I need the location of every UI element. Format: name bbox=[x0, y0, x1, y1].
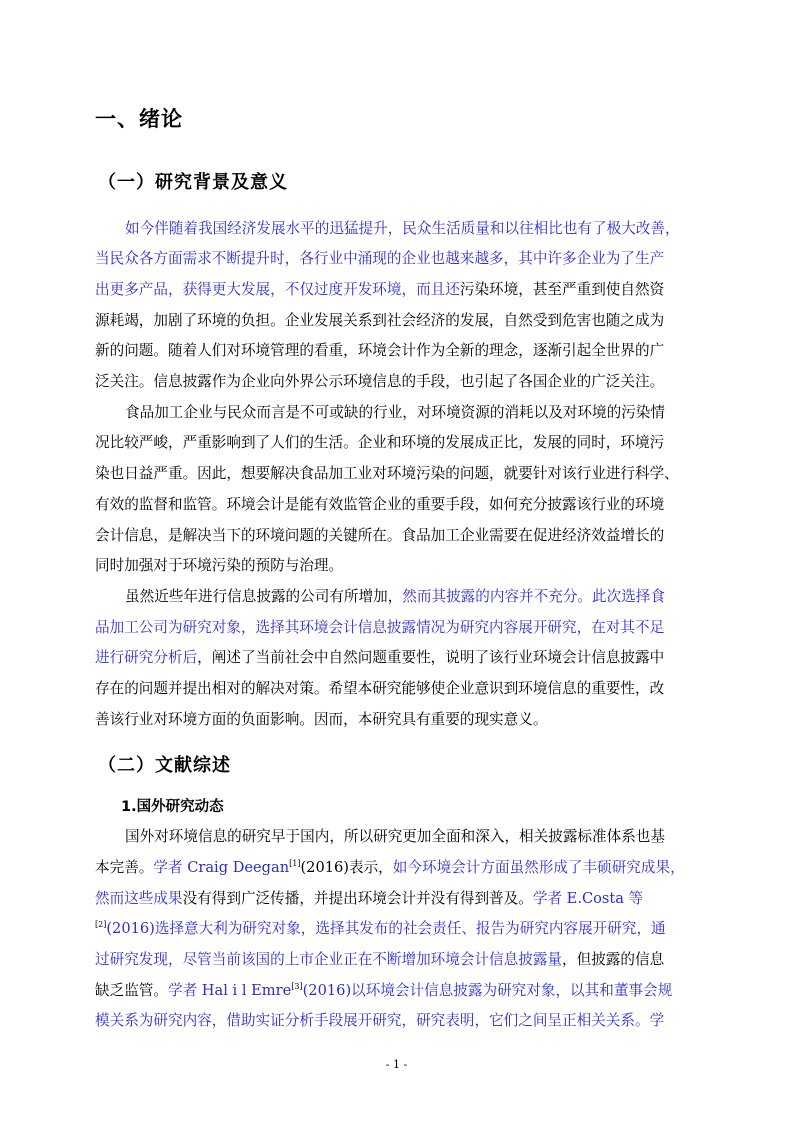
text-span: 没有得到广泛传播，并提出环境会计并没有得到普及。 bbox=[182, 890, 533, 907]
citation-marker: [3] bbox=[291, 982, 303, 992]
text-span: 会计信息，是解决当下的环境问题的关键所在。食品加工企业需要在促进经济效益增长的 bbox=[95, 527, 665, 544]
text-line bbox=[95, 919, 715, 939]
text-line bbox=[95, 280, 715, 300]
text-line bbox=[95, 556, 343, 576]
text-span: 本完善。 bbox=[95, 859, 154, 876]
text-span: 缺乏监管。 bbox=[95, 982, 168, 999]
text-span: 泛关注。信息披露作为企业向外界公示环境信息的手段，也引起了各国企业的广泛关注。 bbox=[95, 373, 665, 390]
text-span: 如今环境会计方面虽然形成了丰硕研究成果， bbox=[392, 859, 685, 876]
text-line bbox=[125, 219, 715, 239]
text-span: 染也日益严重。因此，想要解决食品加工业对环境污染的问题，就要针对该行业进行科学、 bbox=[95, 465, 679, 482]
text-span: 然而这些成果 bbox=[95, 890, 183, 907]
text-line bbox=[125, 587, 715, 607]
text-span: 进行研究分析后 bbox=[95, 649, 198, 666]
text-span: 食品加工企业与民众而言是不可或缺的行业，对环境资源的消耗以及对环境的污染情 bbox=[125, 404, 665, 421]
citation-marker: [2] bbox=[95, 920, 107, 930]
text-span: 有效的监督和监管。环境会计是能有效监管企业的重要手段，如何充分披露该行业的环境 bbox=[95, 496, 665, 513]
text-span: 学者 Craig Deegan bbox=[153, 859, 290, 876]
text-line bbox=[125, 403, 715, 423]
text-span: 新的问题。随着人们对环境管理的看重，环境会计作为全新的理念，逐渐引起全世界的广 bbox=[95, 342, 665, 359]
text-line bbox=[95, 249, 715, 269]
text-span: 品加工公司为研究对象，选择其环境会计信息披露情况为研究内容展开研究，在对其不足 bbox=[95, 619, 665, 636]
text-span: 模关系为研究内容，借助实证分析手段展开研究，研究表明，它们之间呈正相关关系。学 bbox=[95, 1012, 665, 1029]
text-span: (2016)表示， bbox=[300, 859, 393, 876]
text-span: (2016)选择意大利为研究对象，选择其发布的社会责任、报告为研究内容展开研究，通 bbox=[106, 920, 666, 937]
section-heading-background: （一）研究背景及意义 bbox=[98, 172, 288, 193]
text-span: 源耗竭，加剧了环境的负担。企业发展关系到社会经济的发展，自然受到危害也随之成为 bbox=[95, 312, 665, 329]
text-line bbox=[95, 950, 715, 970]
text-line bbox=[95, 858, 715, 878]
page-number: - 1 - bbox=[385, 1058, 408, 1071]
text-line bbox=[95, 710, 547, 730]
text-line bbox=[95, 495, 715, 515]
text-span: 国外对环境信息的研究早于国内，所以研究更加全面和深入，相关披露标准体系也基 bbox=[125, 828, 665, 845]
text-span: 如今伴随着我国经济发展水平的迅猛提升，民众生活质量和以往相比也有了极大改善， bbox=[125, 220, 680, 237]
text-line bbox=[95, 341, 715, 361]
text-span: (2016)以环境会计信息披露为研究对象，以其和董事会规 bbox=[302, 982, 673, 999]
text-span: 况比较严峻，严重影响到了人们的生活。企业和环境的发展成正比，发展的同时，环境污 bbox=[95, 434, 665, 451]
text-line bbox=[95, 679, 715, 699]
text-line bbox=[95, 372, 664, 392]
text-span: 学者 E.Costa 等 bbox=[532, 890, 644, 907]
text-span: 善该行业对环境方面的负面影响。因而，本研究具有重要的现实意义。 bbox=[95, 711, 548, 728]
subsection-heading-foreign: 1.国外研究动态 bbox=[121, 799, 224, 815]
text-span: 过研究发现，尽管当前该国的上市企业正在不断增加环境会计信息披露量 bbox=[95, 951, 563, 968]
text-span: 存在的问题并提出相对的解决对策。希望本研究能够使企业意识到环境信息的重要性，改 bbox=[95, 680, 665, 697]
text-span: 污染环境，甚至严重到使自然资 bbox=[459, 281, 665, 298]
text-span: 虽然近些年进行信息披露的公司有所增加， bbox=[125, 588, 403, 605]
text-line bbox=[95, 464, 715, 484]
text-span: ，但披露的信息 bbox=[562, 951, 665, 968]
text-span: ，阐述了当前社会中自然问题重要性，说明了该行业环境会计信息披露中 bbox=[197, 649, 665, 666]
text-line bbox=[95, 889, 715, 909]
text-span: 然而其披露的内容并不充分。此次选择食 bbox=[402, 588, 665, 605]
text-line bbox=[125, 827, 715, 847]
text-line bbox=[95, 311, 715, 331]
text-line bbox=[95, 981, 715, 1001]
text-line bbox=[95, 433, 715, 453]
text-span: 出更多产品，获得更大发展，不仅过度开发环境，而且还 bbox=[95, 281, 460, 298]
text-span: 同时加强对于环境污染的预防与治理。 bbox=[95, 557, 344, 574]
text-line bbox=[95, 526, 715, 546]
chapter-heading: 一、绪论 bbox=[95, 107, 183, 131]
text-span: 当民众各方面需求不断提升时，各行业中涌现的企业也越来越多，其中许多企业为了生产 bbox=[95, 250, 665, 267]
text-span: 学者 Hal i l Emre bbox=[167, 982, 292, 999]
section-heading-literature: （二）文献综述 bbox=[98, 755, 231, 776]
text-line bbox=[95, 648, 715, 668]
text-line bbox=[95, 618, 715, 638]
text-line bbox=[95, 1011, 715, 1031]
citation-marker: [1] bbox=[289, 859, 301, 869]
